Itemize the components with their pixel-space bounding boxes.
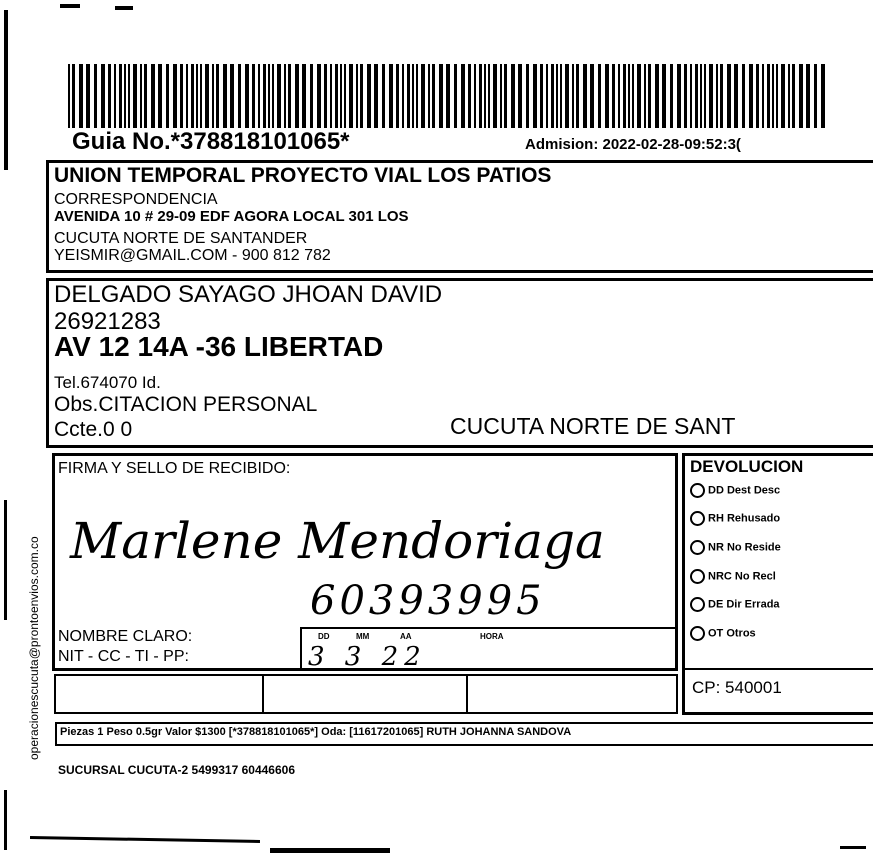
barcode-bar — [140, 64, 142, 128]
devolucion-option-rh[interactable] — [690, 511, 780, 526]
recipient-name: DELGADO SAYAGO JHOAN DAVID — [54, 281, 443, 308]
barcode-bar — [628, 64, 630, 128]
devolucion-option-label: NRC No Recl — [708, 570, 776, 583]
barcode-bar — [474, 64, 476, 128]
barcode-bar — [814, 64, 817, 128]
barcode-bar — [268, 64, 270, 128]
recipient-address: AV 12 14A -36 LIBERTAD — [54, 331, 384, 362]
devolucion-divider — [682, 668, 873, 670]
empty-cell-2 — [262, 674, 468, 714]
barcode-bar — [340, 64, 342, 128]
pieces-line: Piezas 1 Peso 0.5gr Valor $1300 [*378818101065*] Oda: [11617201065] RUTH JOHANNA SANDOVA — [60, 726, 572, 738]
barcode-bar — [461, 64, 465, 128]
barcode-bar — [158, 64, 162, 128]
barcode-bar — [716, 64, 718, 128]
left-border-line — [4, 500, 7, 620]
barcode-bar — [781, 64, 785, 128]
barcode-bar — [186, 64, 188, 128]
barcode-bar — [799, 64, 803, 128]
barcode-bar — [396, 64, 399, 128]
sender-line1: CORRESPONDENCIA — [54, 191, 218, 208]
barcode-bar — [223, 64, 227, 128]
barcode-bar — [200, 64, 202, 128]
barcode-bar — [590, 64, 594, 128]
barcode-bar — [576, 64, 579, 128]
devolucion-option-label: DE Dir Errada — [708, 598, 780, 611]
barcode-bar — [94, 64, 97, 128]
barcode-bar — [212, 64, 214, 128]
bottom-edge-line — [30, 836, 260, 843]
barcode-bar — [468, 64, 471, 128]
postal-code: CP: 540001 — [692, 678, 782, 697]
barcode-bar — [518, 64, 522, 128]
recipient-id: 26921283 — [54, 308, 161, 335]
barcode-bar — [128, 64, 130, 128]
branch-line: SUCURSAL CUCUTA-2 5499317 60446606 — [58, 763, 295, 777]
barcode-bar — [114, 64, 116, 128]
date-header-dd: DD — [318, 632, 330, 641]
barcode-bar — [618, 64, 620, 128]
barcode-bar — [479, 64, 482, 128]
sender-address: AVENIDA 10 # 29-09 EDF AGORA LOCAL 301 LOS — [54, 208, 409, 225]
barcode-bar — [144, 64, 147, 128]
barcode-bar — [360, 64, 363, 128]
empty-cell-1 — [54, 674, 264, 714]
radio-icon[interactable] — [690, 569, 705, 584]
barcode-bar — [428, 64, 430, 128]
barcode-bar — [500, 64, 502, 128]
barcode-bar — [324, 64, 327, 128]
barcode-bar — [216, 64, 219, 128]
barcode-bar — [772, 64, 774, 128]
barcode-bar — [762, 64, 764, 128]
barcode-bar — [727, 64, 731, 128]
barcode-bar — [412, 64, 414, 128]
barcode-bar — [263, 64, 266, 128]
barcode-bar — [684, 64, 687, 128]
nit-label: NIT - CC - TI - PP: — [58, 648, 189, 665]
devolucion-option-label: DD Dest Desc — [708, 484, 781, 497]
handwritten-signature: Marlene Mendoriaga — [70, 512, 605, 570]
barcode-bar — [288, 64, 291, 128]
barcode-bar — [446, 64, 450, 128]
barcode-bar — [191, 64, 194, 128]
barcode-bar — [344, 64, 346, 128]
nombre-claro-label: NOMBRE CLARO: — [58, 628, 193, 645]
devolucion-option-label: NR No Reside — [708, 541, 781, 554]
recipient-city: CUCUTA NORTE DE SANT — [450, 413, 736, 439]
barcode-bar — [310, 64, 313, 128]
barcode-bar — [742, 64, 745, 128]
barcode-bar — [533, 64, 537, 128]
devolucion-option-de[interactable] — [690, 597, 780, 612]
barcode-bar — [238, 64, 241, 128]
top-edge-mark — [115, 6, 133, 10]
empty-cell-3 — [466, 674, 678, 714]
barcode-bar — [367, 64, 371, 128]
barcode-bar — [133, 64, 137, 128]
radio-icon[interactable] — [690, 483, 705, 498]
barcode-bar — [605, 64, 609, 128]
barcode-bar — [356, 64, 358, 128]
bottom-edge-line — [270, 848, 390, 853]
date-header-mm: MM — [356, 632, 370, 641]
barcode-bar — [421, 64, 425, 128]
date-header-hora: HORA — [480, 632, 504, 641]
barcode — [68, 64, 828, 128]
barcode-bar — [317, 64, 321, 128]
devolucion-option-dd[interactable] — [690, 483, 780, 498]
barcode-bar — [695, 64, 698, 128]
handwritten-id: 60393995 — [310, 578, 546, 624]
barcode-bar — [230, 64, 234, 128]
admission-date: Admision: 2022-02-28-09:52:3( — [525, 136, 741, 153]
barcode-bar — [432, 64, 435, 128]
barcode-bar — [101, 64, 105, 128]
barcode-bar — [690, 64, 692, 128]
side-email: operacionescucuta@prontoenvios.com.co — [27, 536, 41, 760]
barcode-bar — [648, 64, 651, 128]
barcode-bar — [709, 64, 713, 128]
barcode-bar — [546, 64, 548, 128]
date-header-aa: AA — [400, 632, 412, 641]
barcode-bar — [374, 64, 378, 128]
radio-icon[interactable] — [690, 511, 705, 526]
barcode-bar — [407, 64, 410, 128]
barcode-bar — [551, 64, 554, 128]
barcode-bar — [788, 64, 790, 128]
barcode-bar — [196, 64, 198, 128]
barcode-bar — [119, 64, 122, 128]
devolucion-title: DEVOLUCION — [690, 457, 804, 476]
top-edge-mark — [60, 4, 80, 8]
barcode-bar — [349, 64, 353, 128]
barcode-bar — [245, 64, 249, 128]
recipient-obs: Obs.CITACION PERSONAL — [54, 393, 318, 416]
barcode-bar — [284, 64, 286, 128]
barcode-bar — [700, 64, 702, 128]
barcode-bar — [389, 64, 393, 128]
barcode-bar — [382, 64, 385, 128]
left-border-line — [4, 10, 8, 170]
barcode-bar — [402, 64, 404, 128]
barcode-bar — [295, 64, 299, 128]
barcode-bar — [792, 64, 795, 128]
handwritten-date: 3 3 22 — [308, 642, 427, 672]
left-border-line — [4, 790, 7, 850]
recipient-phone: Tel.674070 Id. — [54, 373, 161, 392]
barcode-bar — [302, 64, 306, 128]
barcode-bar — [776, 64, 778, 128]
barcode-bar — [637, 64, 641, 128]
barcode-bar — [86, 64, 90, 128]
guide-number: Guia No.*378818101065* — [72, 128, 350, 155]
barcode-bar — [454, 64, 457, 128]
barcode-bar — [560, 64, 562, 128]
barcode-bar — [704, 64, 706, 128]
barcode-bar — [734, 64, 738, 128]
barcode-bar — [677, 64, 681, 128]
barcode-bar — [72, 64, 75, 128]
signature-label: FIRMA Y SELLO DE RECIBIDO: — [58, 460, 291, 477]
barcode-bar — [612, 64, 615, 128]
barcode-bar — [272, 64, 274, 128]
barcode-bar — [655, 64, 659, 128]
barcode-bar — [662, 64, 666, 128]
barcode-bar — [632, 64, 634, 128]
sender-email: YEISMIR@GMAIL.COM - 900 812 782 — [54, 247, 331, 264]
barcode-bar — [806, 64, 810, 128]
sender-name: UNION TEMPORAL PROYECTO VIAL LOS PATIOS — [54, 164, 552, 187]
barcode-bar — [511, 64, 515, 128]
barcode-bar — [277, 64, 281, 128]
barcode-bar — [821, 64, 825, 128]
barcode-bar — [598, 64, 601, 128]
barcode-bar — [565, 64, 569, 128]
barcode-bar — [572, 64, 574, 128]
barcode-bar — [124, 64, 126, 128]
barcode-bar — [335, 64, 338, 128]
radio-icon[interactable] — [690, 626, 705, 641]
barcode-bar — [623, 64, 626, 128]
devolucion-option-label: OT Otros — [708, 627, 756, 640]
barcode-bar — [79, 64, 83, 128]
barcode-bar — [756, 64, 759, 128]
barcode-bar — [540, 64, 543, 128]
sender-city: CUCUTA NORTE DE SANTANDER — [54, 230, 308, 247]
barcode-bar — [108, 64, 111, 128]
barcode-bar — [644, 64, 646, 128]
barcode-bar — [749, 64, 753, 128]
barcode-bar — [670, 64, 673, 128]
barcode-bar — [180, 64, 183, 128]
barcode-bar — [583, 64, 587, 128]
barcode-bar — [151, 64, 155, 128]
barcode-bar — [767, 64, 770, 128]
barcode-bar — [330, 64, 332, 128]
barcode-bar — [258, 64, 260, 128]
bottom-edge-line — [840, 846, 866, 849]
barcode-bar — [252, 64, 255, 128]
barcode-bar — [205, 64, 209, 128]
barcode-bar — [166, 64, 169, 128]
barcode-bar — [488, 64, 490, 128]
devolucion-option-nrc[interactable] — [690, 569, 776, 584]
devolucion-option-ot[interactable] — [690, 626, 756, 641]
barcode-bar — [493, 64, 497, 128]
devolucion-option-label: RH Rehusado — [708, 512, 781, 525]
radio-icon[interactable] — [690, 597, 705, 612]
barcode-bar — [416, 64, 418, 128]
barcode-bar — [68, 64, 70, 128]
devolucion-option-nr[interactable] — [690, 540, 781, 555]
radio-icon[interactable] — [690, 540, 705, 555]
barcode-bar — [720, 64, 723, 128]
recipient-ccte: Ccte.0 0 — [54, 418, 133, 441]
barcode-bar — [484, 64, 486, 128]
barcode-bar — [526, 64, 529, 128]
barcode-bar — [556, 64, 558, 128]
barcode-bar — [504, 64, 507, 128]
barcode-bar — [173, 64, 177, 128]
barcode-bar — [439, 64, 443, 128]
